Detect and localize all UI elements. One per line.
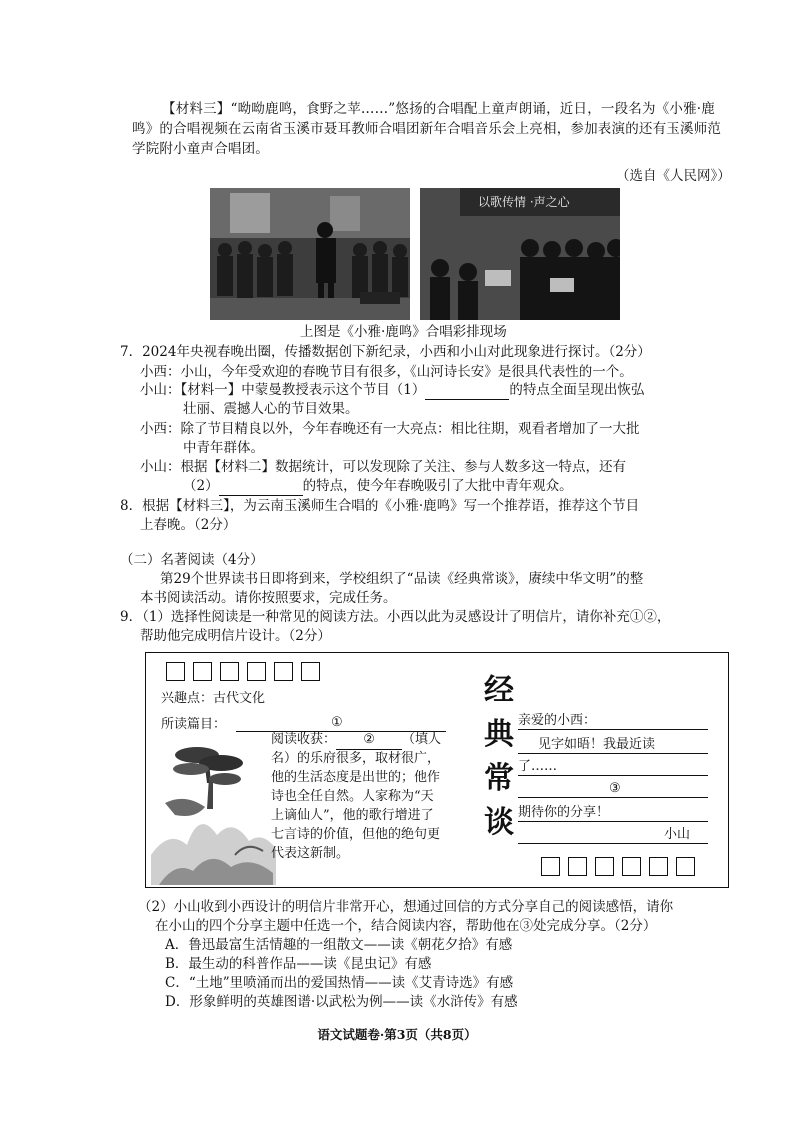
postcard-signature: 小山 bbox=[664, 827, 691, 842]
letter-rule bbox=[518, 821, 708, 822]
section2-intro-line2: 本书阅读活动。请你按照要求，完成任务。 bbox=[140, 590, 397, 606]
postcard bbox=[145, 652, 729, 888]
material3-paragraph: 【材料三】“呦呦鹿鸣，食野之苹……”悠扬的合唱配上童声朗诵，近日，一段名为《小雅·鹿鸣》的合唱视频在云南省玉溪市聂耳教师合唱团新年合唱音乐会上亮相，参加表演的还有玉溪师范学院附小童声合唱团。 bbox=[132, 101, 722, 157]
q7-line2-b: 的特点全面呈现出恢弘 bbox=[509, 382, 645, 398]
postcard-blank-2[interactable] bbox=[336, 730, 402, 750]
letter-rule bbox=[518, 753, 708, 754]
q7-line4-pre: （2） bbox=[183, 478, 219, 494]
postcode-box bbox=[166, 662, 185, 681]
harvest-line-5: 七言诗的价值，但他的绝句更 bbox=[271, 827, 441, 842]
q7-stem: 7．2024年央视春晚出圈，传播数据创下新纪录，小西和小山对此现象进行探讨。（2分） bbox=[120, 344, 651, 360]
rehearsal-photo-left bbox=[210, 188, 410, 320]
letter-rule bbox=[518, 775, 708, 776]
q9-option-b: B．最生动的科普作品——读《昆虫记》有感 bbox=[165, 956, 432, 972]
postcode-box bbox=[541, 857, 560, 876]
postcode-box bbox=[301, 662, 320, 681]
postcard-blank-3-mark: ③ bbox=[609, 781, 621, 796]
photo-caption: 上图是《小雅·鹿鸣》合唱彩排现场 bbox=[300, 324, 507, 340]
postcode-box bbox=[649, 857, 668, 876]
q9-part1-line2: 帮助他完成明信片设计。（2分） bbox=[140, 628, 331, 644]
q7-line4-post: 的特点，使今年春晚吸引了大批中青年观众。 bbox=[302, 478, 573, 494]
harvest-line-2: 他的生活态度是出世的；他作 bbox=[271, 770, 441, 785]
postcode-box bbox=[274, 662, 293, 681]
postcode-box bbox=[595, 857, 614, 876]
harvest-label: 阅读收获： bbox=[271, 732, 337, 747]
vertical-char-4: 谈 bbox=[484, 805, 514, 840]
postcard-blank-1-mark: ① bbox=[331, 715, 343, 730]
q9-option-d: D．形象鲜明的英雄图谱·以武松为例——读《水浒传》有感 bbox=[165, 994, 518, 1010]
read-title-label: 所读篇目： bbox=[161, 717, 227, 732]
photo-overlay-text: 以歌传情 ·声之心 bbox=[478, 195, 570, 209]
vertical-title bbox=[481, 669, 517, 845]
vertical-char-1: 经 bbox=[484, 673, 514, 708]
harvest-line-4: 上谪仙人”，他的歌行增进了 bbox=[271, 808, 434, 823]
harvest-line-3: 诗也全任自然。人家称为“天 bbox=[271, 789, 434, 804]
q7-xiaoxi-line3: 小西：除了节目精良以外，今年春晚还有一大亮点：相比往期，观看者增加了一大批 bbox=[140, 421, 640, 437]
postcode-box bbox=[247, 662, 266, 681]
postcode-box bbox=[568, 857, 587, 876]
q7-xiaoshan-line4: 小山：根据【材料二】数据统计，可以发现除了关注、参与人数多这一特点，还有 bbox=[140, 459, 626, 475]
q8-line1: 8．根据【材料三】，为云南玉溪师生合唱的《小雅·鹿鸣》写一个推荐语，推荐这个节目 bbox=[120, 498, 640, 514]
q9-option-a: A．鲁迅最富生活情趣的一组散文——读《朝花夕拾》有感 bbox=[165, 937, 513, 953]
postcard-blank-3-line[interactable] bbox=[518, 797, 708, 798]
letter-rule bbox=[518, 729, 708, 730]
q9-part2-line2: 在小山的四个分享主题中任选一个，结合阅读内容，帮助他在③处完成分享。（2分） bbox=[155, 918, 657, 934]
harvest-line-6: 代表这新制。 bbox=[271, 846, 350, 861]
landscape-painting bbox=[151, 737, 276, 885]
postcard-harvest-line bbox=[271, 730, 441, 750]
q7-line3-b: 中青年群体。 bbox=[183, 440, 264, 456]
q7-blank-2[interactable] bbox=[219, 480, 303, 496]
q9-option-c: C．“土地”里喷涌而出的爱国热情——读《艾青诗选》有感 bbox=[165, 975, 514, 991]
q7-line4-b bbox=[183, 476, 573, 496]
section2-intro-line1: 第29个世界读书日即将到来，学校组织了“品读《经典常谈》，赓续中华文明”的整 bbox=[160, 571, 644, 587]
letter-rule bbox=[518, 843, 708, 844]
postcode-box bbox=[193, 662, 212, 681]
postcard-greeting: 亲爱的小西： bbox=[518, 713, 597, 728]
postcard-blank-2-mark: ② bbox=[363, 732, 375, 747]
postcode-box bbox=[220, 662, 239, 681]
q8-line2: 上春晚。（2分） bbox=[140, 517, 237, 533]
q7-line2-a: 小山：【材料一】中蒙曼教授表示这个节目（1） bbox=[140, 382, 426, 398]
postcode-box bbox=[622, 857, 641, 876]
postcard-read-title bbox=[161, 715, 226, 734]
q9-part2-line1: （2）小山收到小西设计的明信片非常开心，想通过回信的方式分享自己的阅读感悟，请你 bbox=[138, 899, 674, 915]
postcard-closing: 期待你的分享！ bbox=[518, 805, 610, 820]
rehearsal-photo-right bbox=[420, 188, 620, 320]
postcode-boxes-bottom bbox=[541, 857, 695, 880]
q7-blank-1[interactable] bbox=[425, 384, 509, 400]
q9-part1-line1: 9．（1）选择性阅读是一种常见的阅读方法。小西以此为灵感设计了明信片，请你补充①②， bbox=[120, 609, 671, 625]
postcard-interest: 兴趣点：古代文化 bbox=[161, 691, 266, 706]
postcard-body-2: 了…… bbox=[518, 759, 558, 774]
q7-xiaoxi-line1: 小西：小山，今年受欢迎的春晚节目有很多，《山河诗长安》是很具代表性的一个。 bbox=[140, 364, 633, 380]
section2-title: （二）名著阅读（4分） bbox=[120, 552, 264, 568]
harvest-fill-note: （填人 bbox=[402, 732, 442, 747]
harvest-line-1: 名）的乐府很多，取材很广， bbox=[271, 751, 441, 766]
material3-source: （选自《人民网》） bbox=[616, 168, 731, 184]
q7-line2-c: 壮丽、震撼人心的节目效果。 bbox=[183, 401, 359, 417]
q7-xiaoshan-line2 bbox=[140, 380, 644, 400]
vertical-char-2: 典 bbox=[484, 717, 514, 752]
vertical-char-3: 常 bbox=[484, 761, 514, 796]
page-footer: 语文试题卷·第3页（共8页） bbox=[317, 1027, 477, 1042]
postcode-boxes-top bbox=[166, 662, 328, 685]
postcard-body-1: 见字如晤！我最近读 bbox=[538, 737, 656, 752]
postcode-box bbox=[676, 857, 695, 876]
